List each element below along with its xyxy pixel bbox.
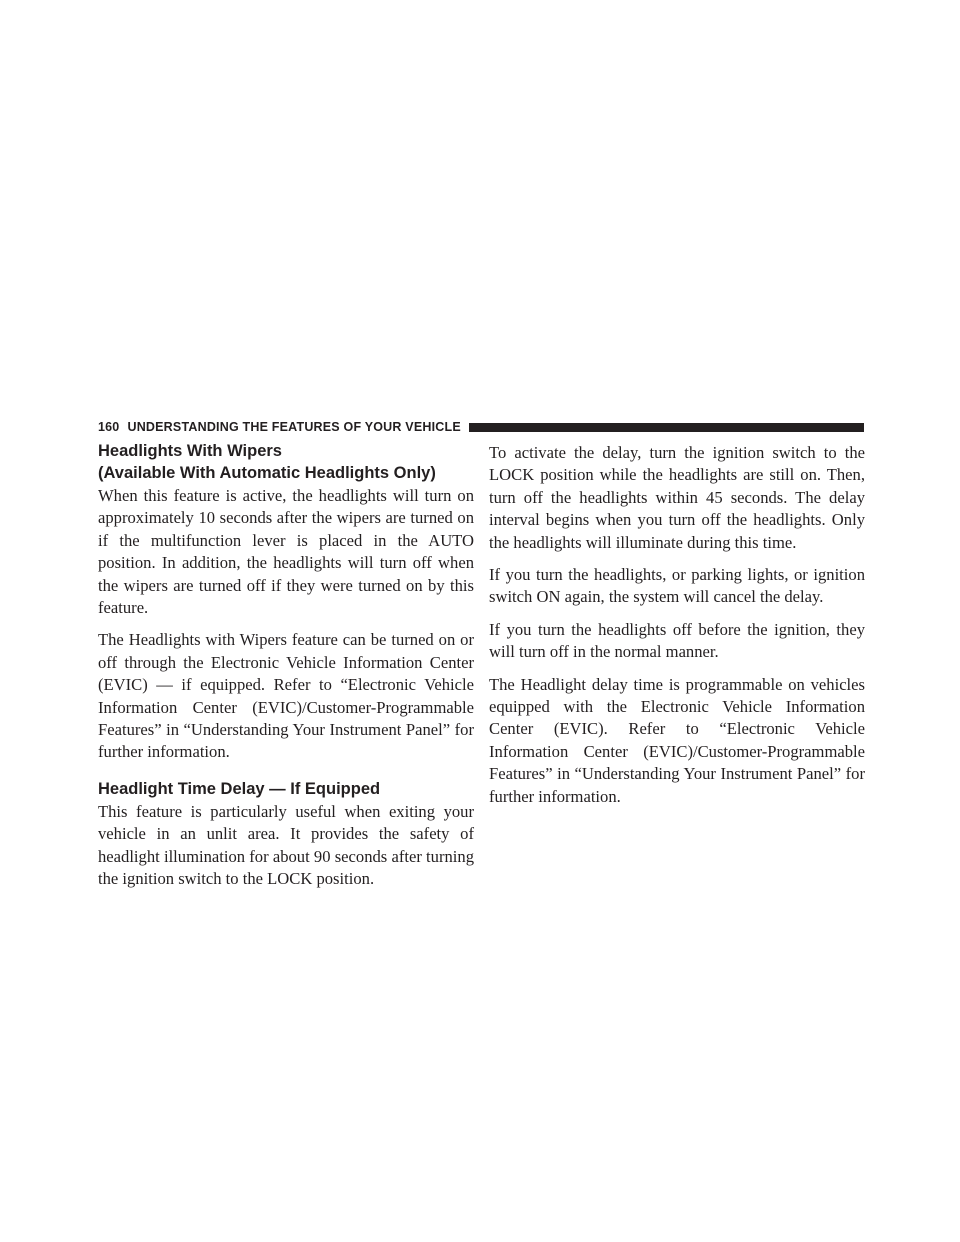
page-number: 160 xyxy=(98,420,120,434)
right-column xyxy=(489,440,865,818)
page-header xyxy=(98,416,864,438)
paragraph-programmable: The Headlight delay time is programmable on vehicles equipped with the Electronic Vehicle Information Center (EVIC). Refer to “Electronic Vehicle Information Center (EVIC)/Customer-Programmable Features” in “Understanding Your Instrument Panel” for further information. xyxy=(489,674,865,806)
paragraph-wipers-feature: When this feature is active, the headlights will turn on approximately 10 seconds after the wipers are turned on if the multifunction lever is placed in the AUTO position. In addition, the headlights will turn off when the wipers are turned off if they were turned on by this feature. xyxy=(98,486,474,618)
section-title: UNDERSTANDING THE FEATURES OF YOUR VEHICLE xyxy=(127,420,461,434)
paragraph-time-delay: This feature is particularly useful when exiting your vehicle in an unlit area. It provides the safety of headlight illumination for about 90 seconds after turning the ignition switch to the LOCK position. xyxy=(98,801,474,889)
paragraph-activate-delay: To activate the delay, turn the ignition switch to the LOCK position while the headlights are still on. Then, turn off the headlights within 45 seconds. The delay interval begins when you turn off the headlights. Only the headlights will illuminate during this time. xyxy=(489,443,865,552)
heading-line-2: (Available With Automatic Headlights Only) xyxy=(98,464,436,482)
paragraph-normal-off: If you turn the headlights off before the ignition, they will turn off in the normal manner. xyxy=(489,619,865,662)
paragraph-cancel-delay: If you turn the headlights, or parking lights, or ignition switch ON again, the system will cancel the delay. xyxy=(489,565,865,607)
heading-headlights-with-wipers xyxy=(98,440,474,484)
header-rule xyxy=(469,423,864,432)
paragraph-evic-setting: The Headlights with Wipers feature can be turned on or off through the Electronic Vehicle Information Center (EVIC) — if equipped. Refer to “Electronic Vehicle Information Center (EVIC)/Customer-Programmable Features” in “Understanding Your Instrument Panel” for further information. xyxy=(98,630,474,762)
left-column xyxy=(98,440,474,901)
heading-line-1: Headlights With Wipers xyxy=(98,442,282,460)
heading-time-delay: Headlight Time Delay — If Equipped xyxy=(98,779,381,798)
